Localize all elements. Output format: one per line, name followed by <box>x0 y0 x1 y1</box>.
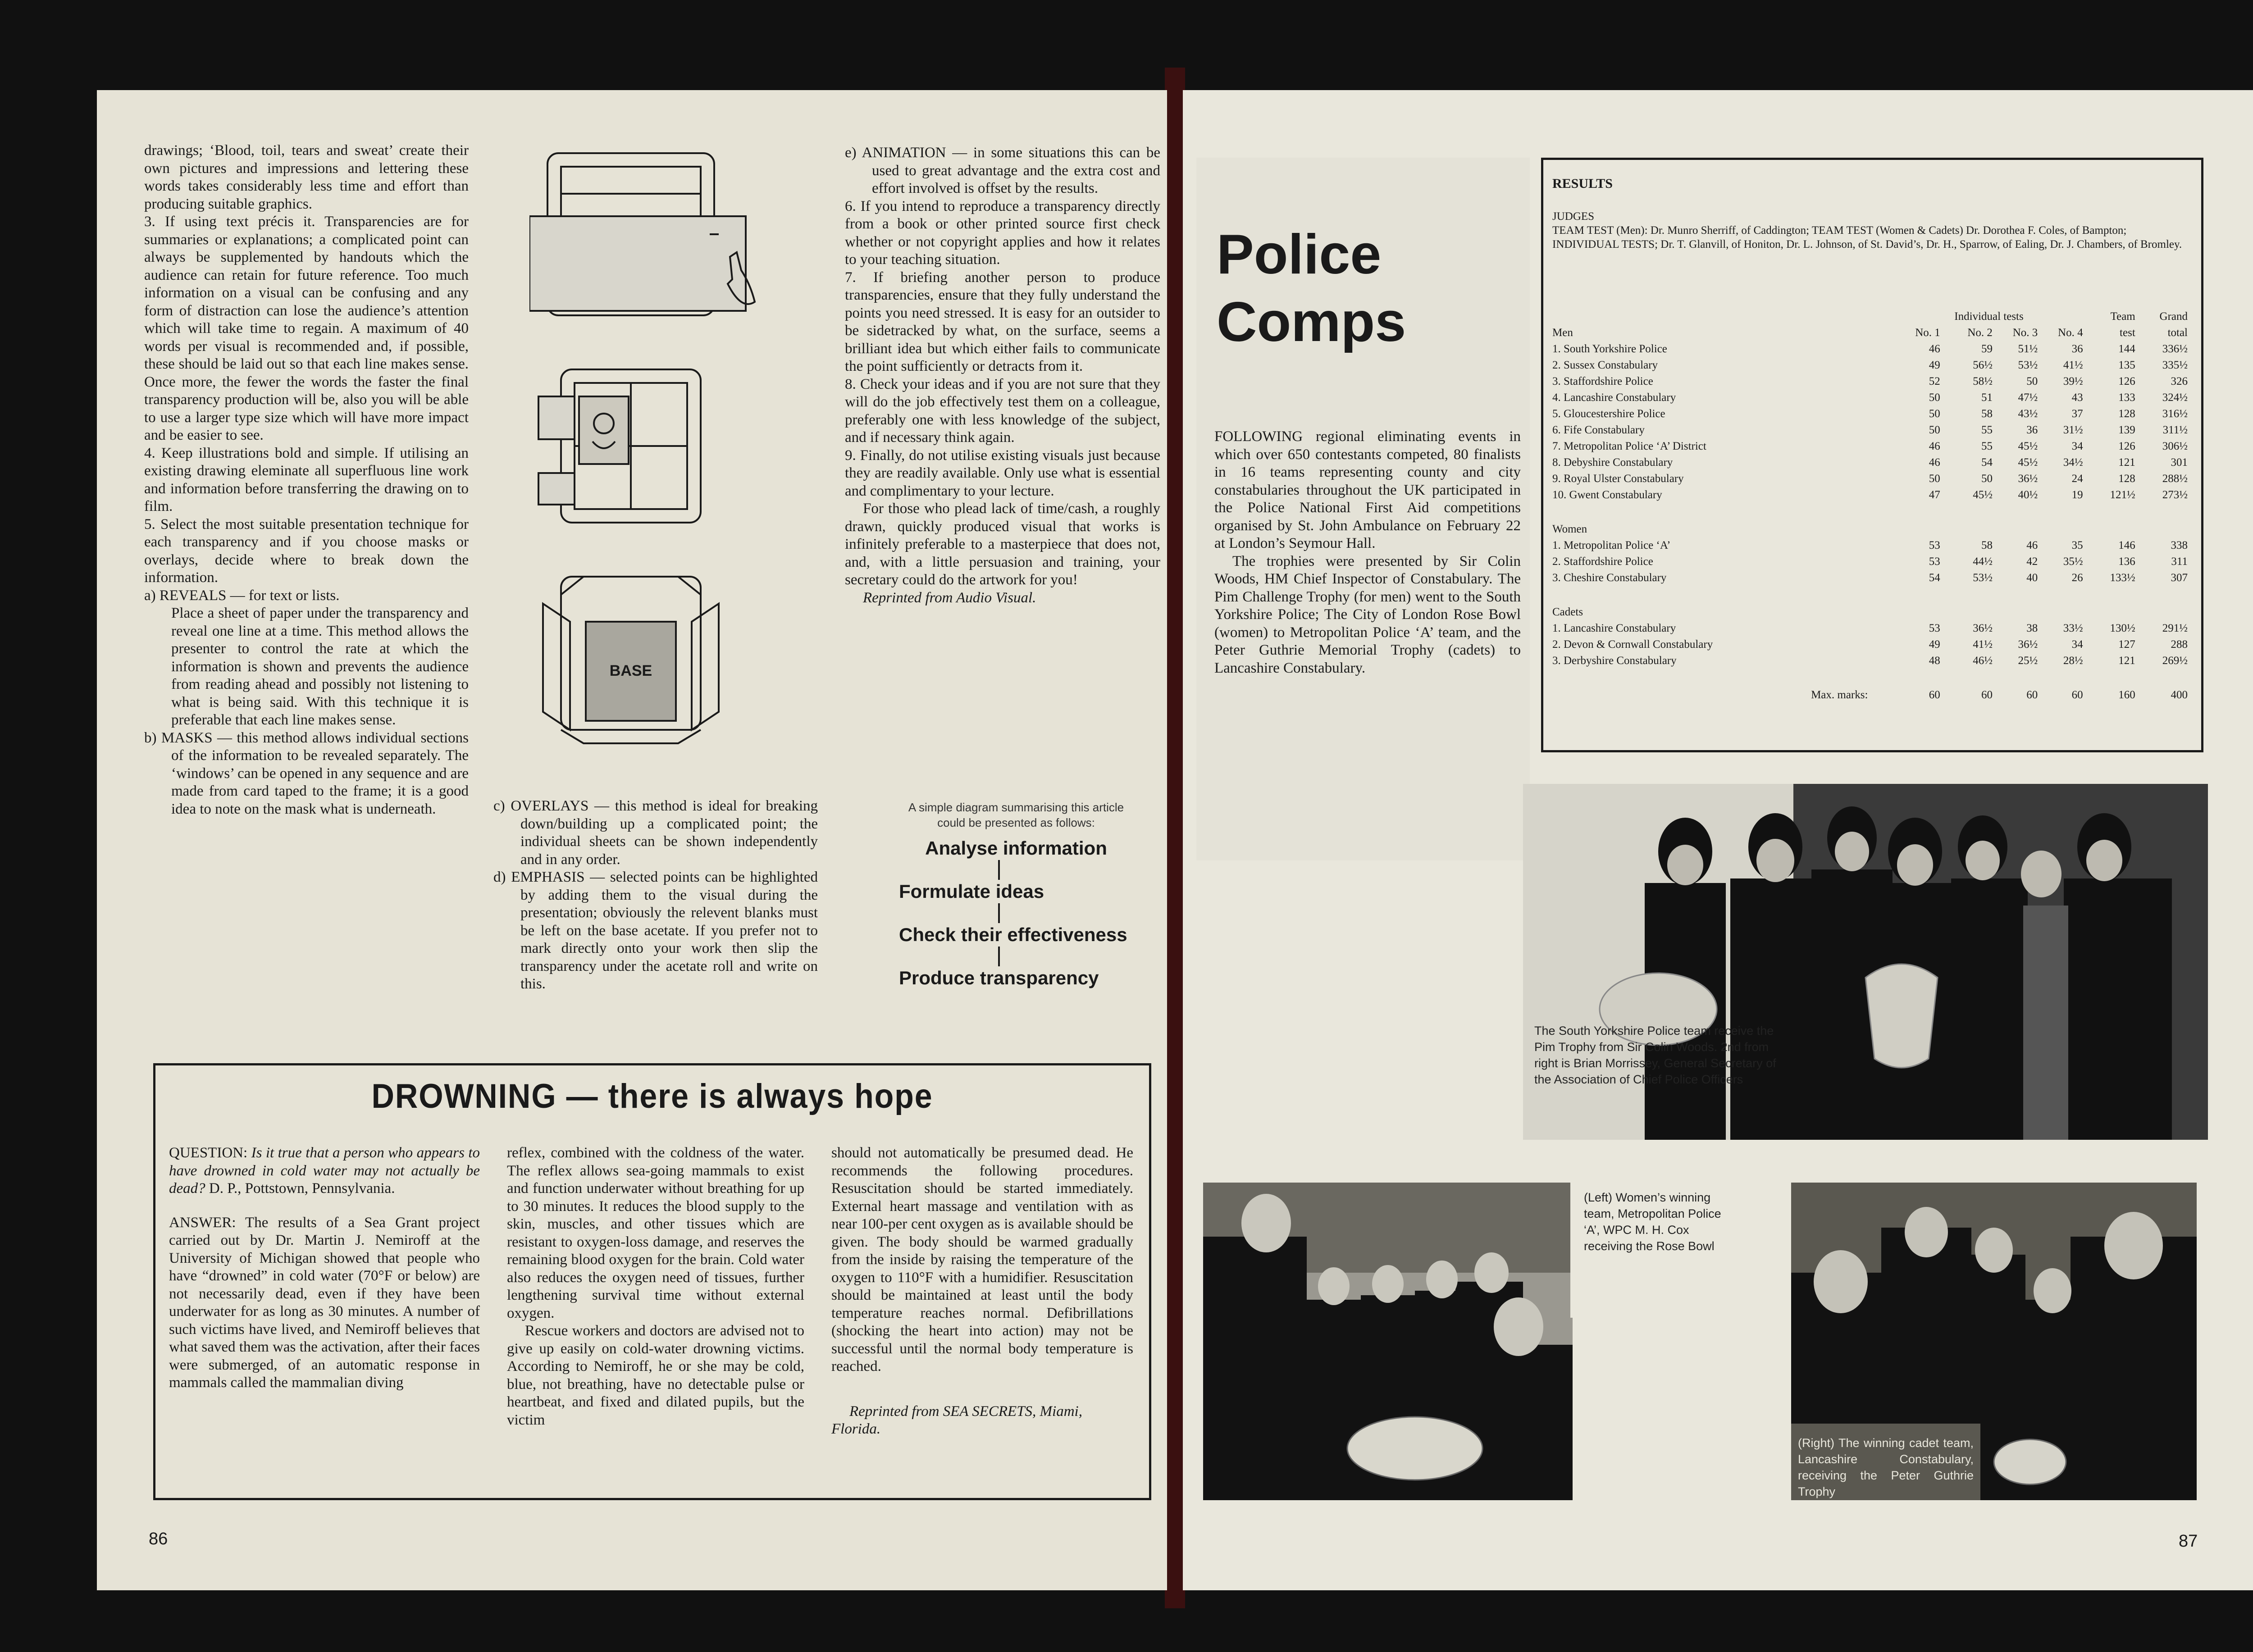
score-cell: 53 <box>1929 539 1940 551</box>
judges-label: JUDGES <box>1552 210 1595 223</box>
max-mark-value: 160 <box>2118 689 2135 701</box>
score-cell: 58½ <box>1973 375 1993 387</box>
flow-connector <box>998 860 1000 880</box>
score-cell: 133½ <box>2110 572 2135 584</box>
score-cell: 43 <box>2071 391 2083 404</box>
score-cell: 121 <box>2118 655 2135 667</box>
score-cell: 46 <box>1929 456 1940 469</box>
score-cell: 42 <box>2026 555 2038 568</box>
score-cell: 51½ <box>2018 343 2038 355</box>
score-cell: 49 <box>1929 359 1940 371</box>
team-name: 10. Gwent Constabulary <box>1552 489 1662 501</box>
score-cell: 46 <box>2026 539 2038 551</box>
flowchart-intro: A simple diagram summarising this article could be presented as follows: <box>908 801 1124 829</box>
score-cell: 336½ <box>2162 343 2188 355</box>
paragraph: 4. Keep illustrations bold and simple. If utilising an existing drawing eleminate all superfluous line work and information before transferring the drawing on to film. <box>144 445 469 514</box>
group-header: Individual tests <box>1954 310 2024 323</box>
title-line: Comps <box>1217 291 1406 353</box>
section-header-row <box>1552 521 2188 537</box>
max-mark-value: 60 <box>2071 689 2083 701</box>
score-cell: 26 <box>2071 572 2083 584</box>
score-cell: 127 <box>2118 638 2135 651</box>
paragraph: should not automatically be presumed dead. He recommends the following procedures. Resuscitation should be started immediately. External heart massage and ventilation with as near 100-per cent oxygen as is available should be given. The body should be warmed gradually from the inside by raising the temperature of the oxygen to 110°F with a humidifier. Resuscitation should be maintained at least until the body temperature reaches normal. Defibrillations (shocking the heart into action) may not be successful until the normal body temperature is reached. <box>831 1145 1133 1374</box>
table-row <box>1552 455 2188 471</box>
column-header: Grand <box>2159 310 2188 323</box>
score-cell: 291½ <box>2162 622 2188 634</box>
drowning-column-2 <box>507 1144 804 1429</box>
score-cell: 47 <box>1929 489 1940 501</box>
column-header: No. 1 <box>1915 327 1940 339</box>
table-row <box>1552 570 2188 586</box>
flow-connector <box>998 903 1000 923</box>
score-cell: 139 <box>2118 424 2135 436</box>
judges-text: TEAM TEST (Men): Dr. Munro Sherriff, of Caddington; TEAM TEST (Women & Cadets) Dr. Dorothea F. Coles, of Bampton; INDIVIDUAL TESTS; Dr. T. Glanvill, of Honiton, Dr. L. Johnson, of St. David’s, Dr. H., Sparrow, of Ealing, Dr. J. Chambers, of Bromley. <box>1552 224 2182 250</box>
score-cell: 121½ <box>2110 489 2135 501</box>
paragraph: 7. If briefing another person to produce transparencies, ensure that they fully understand the points you need stressed. It is easy for an outsider to be sidetracked by what, on the surface, seems a brilliant idea but which either fails to communicate the point sufficiently or detracts from it. <box>845 269 1160 374</box>
left-page <box>97 90 1167 1590</box>
score-cell: 146 <box>2118 539 2135 551</box>
score-cell: 36 <box>2071 343 2083 355</box>
score-cell: 126 <box>2118 375 2135 387</box>
score-cell: 301 <box>2171 456 2188 469</box>
score-cell: 53 <box>1929 555 1940 568</box>
max-mark-value: 60 <box>1929 689 1940 701</box>
flow-step: Analyse information <box>925 837 1107 859</box>
right-page <box>1183 90 2253 1590</box>
paragraph: 6. If you intend to reproduce a transparency directly from a book or other printed source first check whether or not copyright applies and how it relates to your teaching situation. <box>845 198 1160 268</box>
transparency-diagrams <box>529 144 764 856</box>
paragraph: FOLLOWING regional eliminating events in which over 650 contestants competed, 80 finalists in 16 teams representing county and city constabularies throughout the UK participated in the Police National First Aid competitions organised by St. John Ambulance on February 22 at London’s Seymour Hall. <box>1214 428 1521 551</box>
score-cell: 130½ <box>2110 622 2135 634</box>
score-cell: 24 <box>2071 473 2083 485</box>
list-item: e) ANIMATION — in some situations this can be used to great advantage and the extra cost and effort involved is offset by the results. <box>845 145 1160 196</box>
drowning-headline: DROWNING — there is always hope <box>371 1077 933 1115</box>
score-cell: 45½ <box>1973 489 1993 501</box>
table-row <box>1552 357 2188 373</box>
score-cell: 38 <box>2026 622 2038 634</box>
team-name: 2. Staffordshire Police <box>1552 555 1653 568</box>
page-number: 86 <box>149 1529 168 1548</box>
score-cell: 41½ <box>1973 638 1993 651</box>
question-label: QUESTION: <box>169 1145 248 1161</box>
score-cell: 50 <box>1929 391 1940 404</box>
score-cell: 58 <box>1981 408 1993 420</box>
team-name: 2. Sussex Constabulary <box>1552 359 1658 371</box>
score-cell: 52 <box>1929 375 1940 387</box>
column-header: No. 4 <box>2058 327 2083 339</box>
score-cell: 34 <box>2071 638 2083 651</box>
team-name: 4. Lancashire Constabulary <box>1552 391 1676 404</box>
judges-block <box>1552 209 2188 251</box>
score-cell: 133 <box>2118 391 2135 404</box>
column-header: total <box>2167 327 2188 339</box>
paragraph: 9. Finally, do not utilise existing visuals just because they are readily available. Only use what is essential and complimentary to your lecture. <box>845 447 1160 499</box>
paragraph: The trophies were presented by Sir Colin Woods, HM Chief Inspector of Constabulary. The Pim Challenge Trophy (for men) went to the South Yorkshire Police; The City of London Rose Bowl (women) to Metropolitan Police ‘A’ team, and the Peter Guthrie Memorial Trophy (cadets) to Lancashire Constabulary. <box>1214 553 1521 676</box>
team-name: 3. Cheshire Constabulary <box>1552 572 1667 584</box>
paragraph: drawings; ‘Blood, toil, tears and sweat’ create their own pictures and impressions and lettering these words takes considerably less time and effort than producing suitable graphics. <box>144 142 469 212</box>
photo-womens-team <box>1203 1183 1573 1500</box>
question-text: Is it true that a person who appears to have drowned in cold water may not actually be dead? <box>169 1145 480 1197</box>
score-cell: 50 <box>1929 473 1940 485</box>
table-row <box>1552 406 2188 422</box>
paragraph: 8. Check your ideas and if you are not sure that they will do the job effectively test them on a colleague, preferably one with less knowledge of the subject, and if necessary think again. <box>845 376 1160 446</box>
score-cell: 136 <box>2118 555 2135 568</box>
score-cell: 273½ <box>2162 489 2188 501</box>
team-name: 7. Metropolitan Police ‘A’ District <box>1552 440 1706 452</box>
spine <box>1165 68 1185 1608</box>
score-cell: 28½ <box>2063 655 2083 667</box>
score-cell: 50 <box>1929 408 1940 420</box>
team-name: 8. Debyshire Constabulary <box>1552 456 1673 469</box>
score-cell: 34½ <box>2063 456 2083 469</box>
max-mark-value: 60 <box>2026 689 2038 701</box>
paragraph: reflex, combined with the coldness of the water. The reflex allows sea-going mammals to exist and function underwater without breathing for up to 30 minutes. It reduces the blood supply to the skin, muscles, and other tissues which are resistant to oxygen-loss damage, and reserves the remaining blood oxygen for the brain. Cold water also reduces the oxygen need of tissues, further lengthening survival time without external oxygen. <box>507 1145 804 1321</box>
table-row <box>1552 471 2188 487</box>
score-cell: 35½ <box>2063 555 2083 568</box>
table-row <box>1552 341 2188 357</box>
table-row <box>1552 487 2188 503</box>
score-cell: 51 <box>1981 391 1993 404</box>
score-cell: 34 <box>2071 440 2083 452</box>
score-cell: 45½ <box>2018 456 2038 469</box>
table-spacer <box>1552 503 2188 521</box>
score-cell: 47½ <box>2018 391 2038 404</box>
table-row <box>1552 653 2188 669</box>
section-title: Men <box>1552 327 1573 339</box>
team-name: 2. Devon & Cornwall Constabulary <box>1552 638 1713 651</box>
results-heading: RESULTS <box>1552 176 1613 191</box>
score-cell: 128 <box>2118 473 2135 485</box>
score-cell: 48 <box>1929 655 1940 667</box>
flow-step: Produce transparency <box>899 967 1099 988</box>
list-item: c) OVERLAYS — this method is ideal for breaking down/building up a complicated point; the individual sheets can be shown independently and in any order. <box>493 798 818 868</box>
drowning-column-3 <box>831 1144 1133 1438</box>
score-cell: 53½ <box>1973 572 1993 584</box>
score-cell: 35 <box>2071 539 2083 551</box>
column-header: No. 2 <box>1967 327 1993 339</box>
section-title: Cadets <box>1552 606 1583 618</box>
max-marks-row <box>1552 687 2188 703</box>
paragraph: Place a sheet of paper under the transparency and reveal one line at a time. This method allows the presenter to control the rate at which the information is shown and prevents the audience from reading ahead and possibly not listening to what is being said. With this technique it is preferable that each line makes sense. <box>171 605 469 728</box>
team-name: 9. Royal Ulster Constabulary <box>1552 473 1684 485</box>
score-cell: 45½ <box>2018 440 2038 452</box>
score-cell: 54 <box>1929 572 1940 584</box>
score-cell: 307 <box>2171 572 2188 584</box>
score-cell: 55 <box>1981 440 1993 452</box>
overlay-diagram <box>543 577 719 743</box>
score-cell: 46 <box>1929 440 1940 452</box>
score-cell: 128 <box>2118 408 2135 420</box>
table-row <box>1552 537 2188 554</box>
score-cell: 19 <box>2071 489 2083 501</box>
list-item: d) EMPHASIS — selected points can be highlighted by adding them to the visual during the presentation; obviously the relevent blanks must be left on the base acetate. If you prefer not to mark directly onto your work then slip the transparency under the acetate roll and write on this. <box>493 869 818 992</box>
list-item: b) MASKS — this method allows individual sections of the information to be revealed separately. The ‘windows’ can be opened in any sequence and are made from card taped to the frame; it is a good idea to note on the mask what is underneath. <box>144 729 469 817</box>
summary-flowchart <box>899 800 1133 990</box>
score-cell: 36½ <box>2018 473 2038 485</box>
score-cell: 40 <box>2026 572 2038 584</box>
score-cell: 36½ <box>2018 638 2038 651</box>
score-cell: 135 <box>2118 359 2135 371</box>
flow-step: Check their effectiveness <box>899 924 1127 945</box>
score-cell: 269½ <box>2162 655 2188 667</box>
section-header-row <box>1552 604 2188 620</box>
score-cell: 121 <box>2118 456 2135 469</box>
answer-text: ANSWER: The results of a Sea Grant project carried out by Dr. Martin J. Nemiroff at the University of Michigan showed that people who have “drowned” in cold water (70°F or below) are not necessarily dead, even if they have been underwater for as long as 30 minutes. A number of such victims have lived, and Nemiroff believes that what saved them was the activation, after their faces were submerged, of an automatic response in mammals called the mammalian diving <box>169 1214 480 1391</box>
paragraph: For those who plead lack of time/cash, a roughly drawn, quickly produced visual that works is infinitely preferable to a masterpiece that does not, and, with a little persuasion and training, your secretary could do the artwork for you! <box>845 501 1160 588</box>
team-name: 5. Gloucestershire Police <box>1552 408 1665 420</box>
max-mark-value: 400 <box>2171 689 2188 701</box>
column-header: No. 3 <box>2012 327 2038 339</box>
photo-illustration <box>1203 1183 1573 1500</box>
score-cell: 306½ <box>2162 440 2188 452</box>
article-title <box>1217 221 1406 356</box>
table-row <box>1552 390 2188 406</box>
base-label: BASE <box>609 662 652 679</box>
team-name: 1. Lancashire Constabulary <box>1552 622 1676 634</box>
table-row <box>1552 554 2188 570</box>
score-cell: 53 <box>1929 622 1940 634</box>
table-row <box>1552 422 2188 438</box>
team-name: 1. Metropolitan Police ‘A’ <box>1552 539 1671 551</box>
caption-cadet-team: (Right) The winning cadet team, Lancashire Constabulary, receiving the Peter Guthrie Trophy <box>1798 1436 1974 1498</box>
score-cell: 50 <box>2026 375 2038 387</box>
score-cell: 288 <box>2171 638 2188 651</box>
score-cell: 44½ <box>1973 555 1993 568</box>
paragraph: 5. Select the most suitable presentation technique for each transparency and if you choose masks or overlays, decide where to break down the information. <box>144 516 469 586</box>
column-header: Team <box>2110 310 2135 323</box>
score-cell: 37 <box>2071 408 2083 420</box>
drowning-column-1 <box>169 1144 480 1392</box>
score-cell: 49 <box>1929 638 1940 651</box>
page-number: 87 <box>2179 1532 2198 1551</box>
caption-pim-trophy: The South Yorkshire Police team receive the Pim Trophy from Sir Colin Woods. 2nd from right is Brian Morrissey, General Secretary of the Association of Chief Police Officers <box>1534 1024 1776 1086</box>
score-cell: 59 <box>1981 343 1993 355</box>
score-cell: 316½ <box>2162 408 2188 420</box>
score-cell: 338 <box>2171 539 2188 551</box>
results-box <box>1541 158 2203 752</box>
results-table <box>1552 309 2188 703</box>
score-cell: 54 <box>1981 456 1993 469</box>
team-name: 3. Derbyshire Constabulary <box>1552 655 1677 667</box>
article-column-3 <box>845 144 1160 607</box>
question-signature: D. P., Pottstown, Pennsylvania. <box>209 1180 395 1197</box>
table-spacer <box>1552 586 2188 604</box>
drowning-credit: Reprinted from SEA SECRETS, Miami, Florida. <box>831 1403 1082 1437</box>
table-row <box>1552 637 2188 653</box>
score-cell: 311 <box>2171 555 2188 568</box>
article-credit: Reprinted from Audio Visual. <box>863 589 1036 606</box>
table-row <box>1552 438 2188 455</box>
score-cell: 46 <box>1929 343 1940 355</box>
score-cell: 43½ <box>2018 408 2038 420</box>
team-name: 6. Fife Constabulary <box>1552 424 1645 436</box>
article-column-2 <box>493 797 818 993</box>
score-cell: 56½ <box>1973 359 1993 371</box>
score-cell: 335½ <box>2162 359 2188 371</box>
score-cell: 55 <box>1981 424 1993 436</box>
team-name: 3. Staffordshire Police <box>1552 375 1653 387</box>
article-column-1 <box>144 142 469 818</box>
score-cell: 36 <box>2026 424 2038 436</box>
score-cell: 288½ <box>2162 473 2188 485</box>
score-cell: 46½ <box>1973 655 1993 667</box>
table-row <box>1552 620 2188 637</box>
score-cell: 324½ <box>2162 391 2188 404</box>
score-cell: 311½ <box>2162 424 2188 436</box>
table-spacer <box>1552 669 2188 687</box>
list-item: a) REVEALS — for text or lists. <box>144 587 340 604</box>
score-cell: 126 <box>2118 440 2135 452</box>
score-cell: 326 <box>2171 375 2188 387</box>
title-line: Police <box>1217 223 1382 286</box>
score-cell: 31½ <box>2063 424 2083 436</box>
score-cell: 53½ <box>2018 359 2038 371</box>
paragraph: Rescue workers and doctors are advised not to give up easily on cold-water drowning victims. According to Nemiroff, he or she may be cold, blue, not breathing, have no detectable pulse or heartbeat, and fixed and dilated pupils, but the victim <box>507 1323 804 1428</box>
score-cell: 50 <box>1929 424 1940 436</box>
score-cell: 41½ <box>2063 359 2083 371</box>
police-intro <box>1214 428 1521 677</box>
score-cell: 39½ <box>2063 375 2083 387</box>
column-header: test <box>2120 327 2135 339</box>
team-name: 1. South Yorkshire Police <box>1552 343 1667 355</box>
caption-womens-team: (Left) Women’s winning team, Metropolitan Police ‘A’, WPC M. H. Cox receiving the Rose Bowl <box>1584 1191 1721 1253</box>
score-cell: 25½ <box>2018 655 2038 667</box>
mask-diagram <box>538 369 701 523</box>
drowning-article <box>153 1063 1151 1500</box>
reveal-diagram <box>529 153 755 315</box>
score-cell: 33½ <box>2063 622 2083 634</box>
score-cell: 144 <box>2118 343 2135 355</box>
table-row <box>1552 373 2188 390</box>
score-cell: 50 <box>1981 473 1993 485</box>
score-cell: 36½ <box>1973 622 1993 634</box>
max-marks-label: Max. marks: <box>1811 689 1868 701</box>
score-cell: 40½ <box>2018 489 2038 501</box>
flow-connector <box>998 947 1000 966</box>
flow-step: Formulate ideas <box>899 881 1044 902</box>
paragraph: 3. If using text précis it. Transparencies are for summaries or explanations; a complicated point can always be supplemented by handouts which the audience can retain for future reference. Too much information on a visual can be confusing and any form of distraction can lose the audience’s attention which will take time to regain. A maximum of 40 words per visual is recommended and, if possible, these should be laid out so that each line makes sense. Once more, the fewer the words the faster the final transparency production will be, also you will be able to use a larger type size which will have more impact and be easier to see. <box>144 214 469 443</box>
score-cell: 58 <box>1981 539 1993 551</box>
section-title: Women <box>1552 523 1587 535</box>
max-mark-value: 60 <box>1981 689 1993 701</box>
